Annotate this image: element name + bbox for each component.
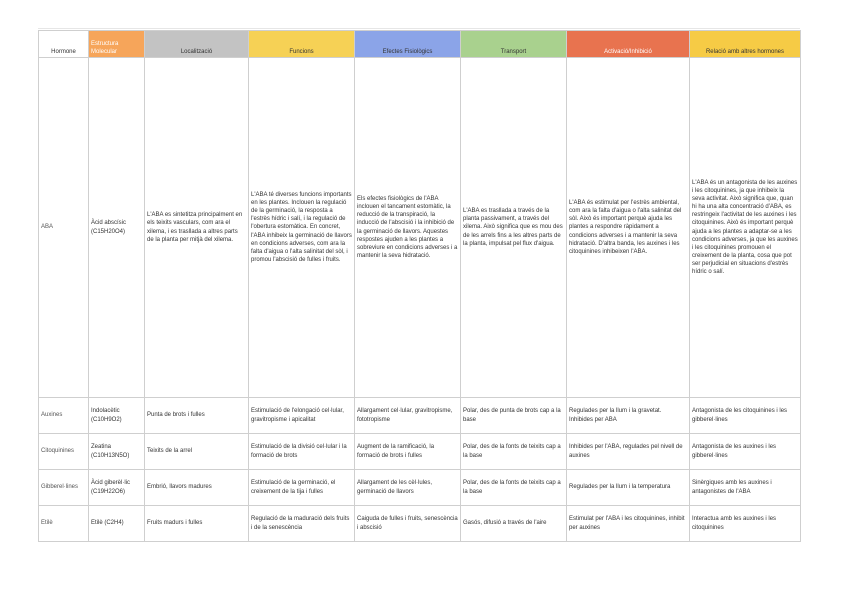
cell-funcions[interactable]: Regulació de la maduració dels fruits i de la senescència <box>249 506 355 542</box>
cell-efectes[interactable]: Augment de la ramificació, la formació de brots i fulles <box>355 434 461 470</box>
cell-efectes[interactable]: Allargament cel·lular, gravitropisme, fototropisme <box>355 398 461 434</box>
cell-transport[interactable]: Gasós, difusió a través de l'aire <box>461 506 567 542</box>
header-transport: Transport <box>461 31 567 58</box>
cell-hormone[interactable]: Citoquinines <box>39 434 89 470</box>
cell-activacio[interactable]: Inhibides per l'ABA, regulades pel nivell de auxines <box>567 434 690 470</box>
cell-localitzacio[interactable]: L'ABA es sintetitza principalment en els teixits vasculars, com ara el xilema, i es trasllada a altres parts de la planta per mitjà del xilema. <box>145 58 249 398</box>
cell-relacio[interactable]: Sinèrgiques amb les auxines i antagonistes de l'ABA <box>690 470 801 506</box>
header-row <box>39 31 801 58</box>
header-funcions: Funcions <box>249 31 355 58</box>
table-row <box>39 470 801 506</box>
header-hormone: Hormone <box>39 31 89 58</box>
cell-activacio[interactable]: L'ABA és estimulat per l'estrès ambiental, com ara la falta d'aigua o l'alta salinitat del sòl. Això és important perquè ajuda les plantes a respondre ràpidament a condicions adverses i a mantenir la seva hidratació. D'altra banda, les auxines i les citoquinines inhibeixen l'ABA. <box>567 58 690 398</box>
cell-transport[interactable]: Polar, des de la fonts de teixits cap a la base <box>461 470 567 506</box>
cell-activacio[interactable]: Regulades per la llum i la temperatura <box>567 470 690 506</box>
cell-funcions[interactable]: Estimulació de l'elongació cel·lular, gravitropisme i apicalitat <box>249 398 355 434</box>
top-edge-line <box>38 28 800 29</box>
cell-estructura[interactable]: Àcid giberèl·lic (C19H22O6) <box>89 470 145 506</box>
cell-relacio[interactable]: Interactua amb les auxines i les citoquinines <box>690 506 801 542</box>
cell-estructura[interactable]: Zeatina (C10H13N5O) <box>89 434 145 470</box>
cell-transport[interactable]: Polar, des de la fonts de teixits cap a la base <box>461 434 567 470</box>
hormone-table <box>38 30 801 542</box>
cell-hormone[interactable]: Etilè <box>39 506 89 542</box>
cell-hormone[interactable]: ABA <box>39 58 89 398</box>
cell-estructura[interactable]: Indolacètic (C10H9O2) <box>89 398 145 434</box>
cell-efectes[interactable]: Els efectes fisiològics de l'ABA inclouen el tancament estomàtic, la reducció de la transpiració, la inducció de l'abscisió i la inhibició de la germinació de llavors. Aquestes respostes ajuden a les plantes a sobreviure en condicions adverses i a mantenir la seva hidratació. <box>355 58 461 398</box>
cell-transport[interactable]: Polar, des de punta de brots cap a la base <box>461 398 567 434</box>
cell-funcions[interactable]: L'ABA té diverses funcions importants en les plantes. Inclouen la regulació de la germinació, la resposta a l'estrès hídric i salí, i la regulació de l'obertura estomàtica. En concret, l'ABA inhibeix la germinació de llavors en condicions adverses, com ara la falta d'aigua o l'alta salinitat del sòl, i promou l'abscisió de fulles i fruits. <box>249 58 355 398</box>
cell-estructura[interactable]: Àcid abscísic (C15H20O4) <box>89 58 145 398</box>
header-activacio-inhibicio: Activació/Inhibició <box>567 31 690 58</box>
cell-funcions[interactable]: Estimulació de la germinació, el creixement de la tija i fulles <box>249 470 355 506</box>
header-relacio: Relació amb altres hormones <box>690 31 801 58</box>
table-row <box>39 434 801 470</box>
cell-activacio[interactable]: Regulades per la llum i la gravetat. Inhibides per ABA <box>567 398 690 434</box>
cell-relacio[interactable]: Antagonista de les citoquinines i les gibberel·lines <box>690 398 801 434</box>
cell-localitzacio[interactable]: Fruits madurs i fulles <box>145 506 249 542</box>
cell-hormone[interactable]: Auxines <box>39 398 89 434</box>
cell-localitzacio[interactable]: Embrió, llavors madures <box>145 470 249 506</box>
table-row <box>39 58 801 398</box>
cell-activacio[interactable]: Estimulat per l'ABA i les citoquinines, inhibit per auxines <box>567 506 690 542</box>
cell-localitzacio[interactable]: Teixits de la arrel <box>145 434 249 470</box>
header-estructura-molecular: Estructura Molecular <box>89 31 145 58</box>
cell-funcions[interactable]: Estimulació de la divisió cel·lular i la formació de brots <box>249 434 355 470</box>
table-row <box>39 506 801 542</box>
cell-relacio[interactable]: L'ABA és un antagonista de les auxines i les citoquinines, ja que inhibeix la seva activitat. Això significa que, quan hi ha una alta concentració d'ABA, es restringeix l'activitat de les auxines i les citoquinines. Això és important perquè ajuda a les plantes a adaptar-se a les condicions adverses, ja que les auxines i les citoquinines promouen el creixement de la planta, cosa que pot ser perjudicial en situacions d'estrès hídric o salí. <box>690 58 801 398</box>
header-localitzacio: Localització <box>145 31 249 58</box>
cell-efectes[interactable]: Allargament de les cèl·lules, germinació de llavors <box>355 470 461 506</box>
cell-hormone[interactable]: Gibberel·lines <box>39 470 89 506</box>
table-row <box>39 398 801 434</box>
cell-estructura[interactable]: Etilè (C2H4) <box>89 506 145 542</box>
header-efectes-fisiologics: Efectes Fisiològics <box>355 31 461 58</box>
cell-efectes[interactable]: Caiguda de fulles i fruits, senescència i abscisió <box>355 506 461 542</box>
cell-localitzacio[interactable]: Punta de brots i fulles <box>145 398 249 434</box>
cell-relacio[interactable]: Antagonista de les auxines i les gibberel·lines <box>690 434 801 470</box>
cell-transport[interactable]: L'ABA es trasllada a través de la planta passivament, a través del xilema. Això significa que es mou des de les arrels fins a les altres parts de la planta, impulsat pel flux d'aigua. <box>461 58 567 398</box>
